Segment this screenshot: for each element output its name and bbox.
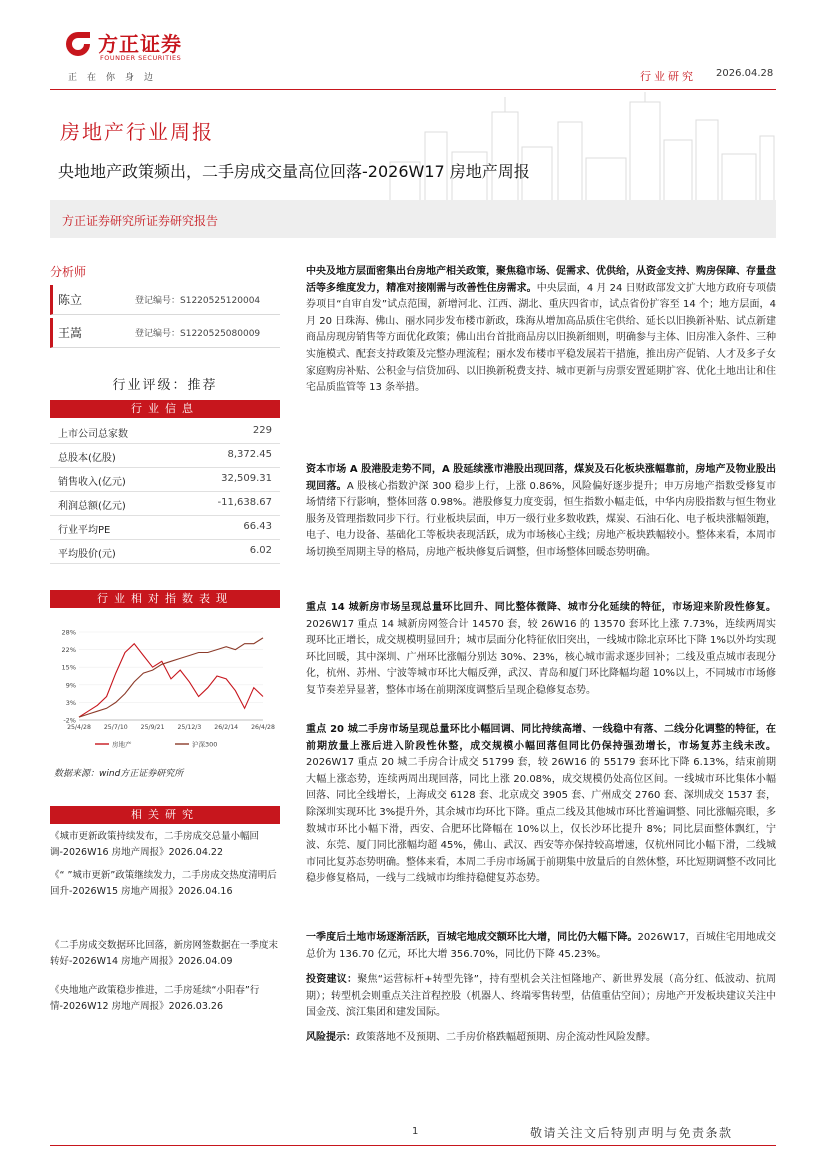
y-tick-label: 22%: [61, 646, 76, 655]
disclaimer-note: 敬请关注文后特别声明与免责条款: [530, 1126, 733, 1140]
paragraph-text: 2026W17，百城住宅用地成交总价为 136.70 亿元，环比大增 356.70%，同比仍下降 45.23%。: [306, 932, 777, 960]
industry-info-heading: 行业信息: [50, 400, 280, 418]
info-label: 行业平均PE: [58, 525, 111, 536]
info-row: [50, 540, 280, 564]
paragraph-lead: 重点 20 城二手房市场呈现总量环比小幅回调、同比持续高增、一线稳中有落、二线分化调整的特征，在前期放量上涨后进入阶段性休整，成交规模小幅回落但同比仍保持强劲增长，市场复苏主线未改。: [306, 724, 776, 752]
paragraph-text: A 股核心指数沪深 300 稳步上行，上涨 0.86%，风险偏好逐步提升；申万房地产指数受修复市场情绪下行影响，整体回落 0.98%。港股修复力度变弱，恒生指数小幅走低，中华内房股指数与恒生物业服务及管理指数同步下行。行业板块层面，申万一级行业多数收跌，煤炭、石油石化、电子板块涨幅领跑，电子、电力设备、基础化工等板块表现活跃，成为市场核心主线；房地产板块跌幅较小。整体来看，本周市场切换至周期主导的格局，房地产板块修复后调整，但市场整体回暖态势明确。: [306, 480, 777, 558]
paragraph-lead: 重点 14 城新房市场呈现总量环比回升、同比整体微降、城市分化延续的特征，市场迎来阶段性修复。: [306, 602, 776, 613]
info-row: [50, 468, 280, 492]
y-tick-label: -2%: [63, 716, 76, 725]
y-tick-label: 15%: [61, 663, 76, 672]
report-title: 央地地产政策频出，二手房成交量高位回落-2026W17 房地产周报: [58, 162, 530, 181]
info-row: [50, 444, 280, 468]
relative-index-chart: [55, 620, 277, 755]
related-item[interactable]: 《二手房成交数据环比回落，新房网签数据在一季度末转好-2026W14 房地产周报》2026.04.09: [50, 940, 279, 967]
summary-paragraph: [306, 600, 776, 700]
analyst-name: 陈立: [58, 293, 83, 307]
logo-text-cn: 方正证券: [98, 32, 182, 56]
risk-warning: [306, 1030, 776, 1047]
analyst-heading: 分析师: [50, 265, 87, 279]
paragraph-text: 中央层面，4 月 24 日财政部发文扩大地方政府专项债券项目“自审自发”试点范围，新增河北、江西、湖北、重庆四省市，试点省份扩容至 14 个；地方层面，4 月 20 日珠海、佛山、丽水同步发布楼市新政，珠海从增加高品质住宅供给、延长以旧换新补贴、试点新建商品房现房销售等方面优化政策；佛山出台首批商品房以旧换新细则，明确参与主体、旧房准入条件、三种实施模式、配套支持政策及完整办理流程；丽水发布楼市平稳发展若干措施，推出房产促销、人才及多子女家庭购房补贴、公积金与信贷加码、以旧换新税费支持、城市更新与房票安置延期扩容、优化土地出让和住宅品质监管等 13 条举措。: [306, 282, 776, 394]
analyst-name: 王嵩: [58, 326, 83, 340]
summary-paragraph: [306, 462, 776, 562]
summary-paragraph: [306, 264, 776, 397]
x-tick-label: 25/7/10: [103, 724, 128, 731]
y-tick-label: 28%: [61, 628, 76, 637]
paragraph-lead: 投资建议：: [306, 974, 358, 985]
weekly-title: 房地产行业周报: [60, 120, 214, 144]
x-tick-label: 25/12/3: [177, 724, 202, 731]
summary-paragraph: [306, 722, 776, 888]
analyst-reg-number: 登记编号：S1220525120004: [135, 296, 261, 306]
slogan: 正在你身边: [68, 73, 164, 83]
info-label: 销售收入(亿元): [58, 477, 126, 488]
header-divider: [50, 89, 776, 90]
page-number: 1: [412, 1126, 419, 1137]
investment-advice: [306, 972, 776, 1022]
paragraph-text: 聚焦“运营标杆+转型先锋”，持有型机会关注恒隆地产、新世界发展（高分红、低波动、抗周期）；转型机会则重点关注首程控股（机器人、终端零售转型，估值重估空间）；房地产开发板块建议关注中国金茂、滨江集团和建发国际。: [306, 974, 777, 1019]
related-research-heading: 相关研究: [50, 806, 280, 824]
info-label: 平均股价(元): [58, 549, 116, 560]
paragraph-text: 2026W17 重点 14 城新房网签合计 14570 套，较 26W16 的 13570 套环比上涨 7.73%，连续两周实现环比正增长，成交规模明显回升；城市层面分化特征依旧突出，一线城市除北京环比下降 1%以外均实现环比回暖，其中深圳、广州环比涨幅分别达 30%、23%，核心城市需求逐步回补；二线及重点城市表现分化，杭州、苏州、宁波等城市环比大幅反弹，武汉、青岛和厦门环比降幅均超 10%以上，不同城市市场修复节奏差异显著，整体市场在前期深度调整后呈现企稳修复态势。: [306, 618, 776, 696]
info-value: 66.43: [243, 521, 272, 532]
legend-label: 房地产: [112, 740, 132, 749]
paragraph-lead: 资本市场 A 股港股走势不同，A 股延续涨市港股出现回落，煤炭及石化板块涨幅靠前，房地产及物业股出现回落。: [306, 464, 776, 492]
related-item[interactable]: 《“ ”城市更新”政策继续发力，二手房成交热度清明后回升-2026W15 房地产周报》2026.04.16: [50, 870, 277, 897]
info-label: 总股本(亿股): [58, 453, 116, 464]
info-value: 229: [252, 425, 272, 436]
chart-source: 数据来源：wind方正证券研究所: [54, 769, 184, 779]
info-row: [50, 420, 280, 444]
x-tick-label: 25/4/28: [67, 724, 91, 731]
summary-paragraph: [306, 930, 776, 963]
industry-rating: 行业评级：推荐: [112, 378, 218, 393]
y-tick-label: 9%: [65, 681, 76, 690]
footer-divider: [50, 1145, 776, 1146]
founder-logo-icon: [64, 30, 92, 58]
info-value: 8,372.45: [227, 449, 272, 460]
report-date: 2026.04.28: [716, 68, 774, 79]
paragraph-text: 政策落地不及预期、二手房价格跌幅超预期、房企流动性风险发酵。: [356, 1032, 656, 1043]
logo-text-en: FOUNDER SECURITIES: [100, 54, 182, 62]
x-tick-label: 25/9/21: [140, 724, 165, 731]
paragraph-text: 2026W17 重点 20 城二手房合计成交 51799 套，较 26W16 的 55179 套环比下降 6.13%，结束前期大幅上涨态势，连续两周出现回落，同比上涨 20.08%，成交规模仍处高位区间。一线城市环比集体小幅回落、同比全线增长，上海成交 6128 套、北京成交 3905 套、广州成交 2760 套、深圳成交 1537 套，除深圳实现环比 3%提升外，其余城市均环比下降。重点二线及其他城市环比普遍调整、同比涨幅亮眼，多数城市环比小幅下滑，西安、合肥环比降幅在 10%以上，仅长沙环比提升 8%；同比层面整体飘红，宁波、东莞、厦门同比涨幅均超 45%，佛山、武汉、西安等亦保持较高增速，仅杭州同比小幅下滑，二线城市同比复苏态势明确。整体来看，本周二手房市场属于前期集中放量后的自然休整，环比短期调整不改同比稳步修复格局，一线与二线城市均维持稳健复苏态势。: [306, 757, 776, 885]
report-type: 行业研究: [640, 70, 696, 83]
info-value: 32,509.31: [221, 473, 272, 484]
related-item[interactable]: 《央地地产政策稳步推进，二手房延续“小阳春”行情-2026W12 房地产周报》2026.03.26: [50, 985, 260, 1012]
relative-index-heading: 行业相对指数表现: [50, 590, 280, 608]
paragraph-lead: 一季度后土地市场逐渐活跃，百城宅地成交额环比大增，同比仍大幅下降。: [306, 932, 638, 943]
analyst-row: [50, 318, 280, 348]
legend-label: 沪深300: [192, 740, 218, 749]
x-tick-label: 26/4/28: [251, 724, 275, 731]
y-tick-label: 3%: [65, 698, 76, 707]
info-label: 利润总额(亿元): [58, 501, 126, 512]
info-value: -11,638.67: [217, 497, 272, 508]
info-value: 6.02: [249, 545, 272, 556]
paragraph-lead: 中央及地方层面密集出台房地产相关政策，聚焦稳市场、促需求、优供给，从资金支持、购房保障、存量盘活等多维度发力，精准对接刚需与改善性住房需求。: [306, 266, 776, 294]
related-item[interactable]: 《城市更新政策持续发布，二手房成交总量小幅回调-2026W16 房地产周报》2026.04.22: [50, 831, 260, 858]
x-tick-label: 26/2/14: [214, 724, 239, 731]
info-row: [50, 492, 280, 516]
series-line-1: [79, 644, 263, 717]
analyst-reg-number: 登记编号：S1220525080009: [135, 329, 261, 339]
analyst-row: [50, 285, 280, 315]
info-label: 上市公司总家数: [58, 429, 128, 440]
info-row: [50, 516, 280, 540]
institution-name: 方正证券研究所证券研究报告: [62, 214, 219, 228]
paragraph-lead: 风险提示：: [306, 1032, 356, 1043]
